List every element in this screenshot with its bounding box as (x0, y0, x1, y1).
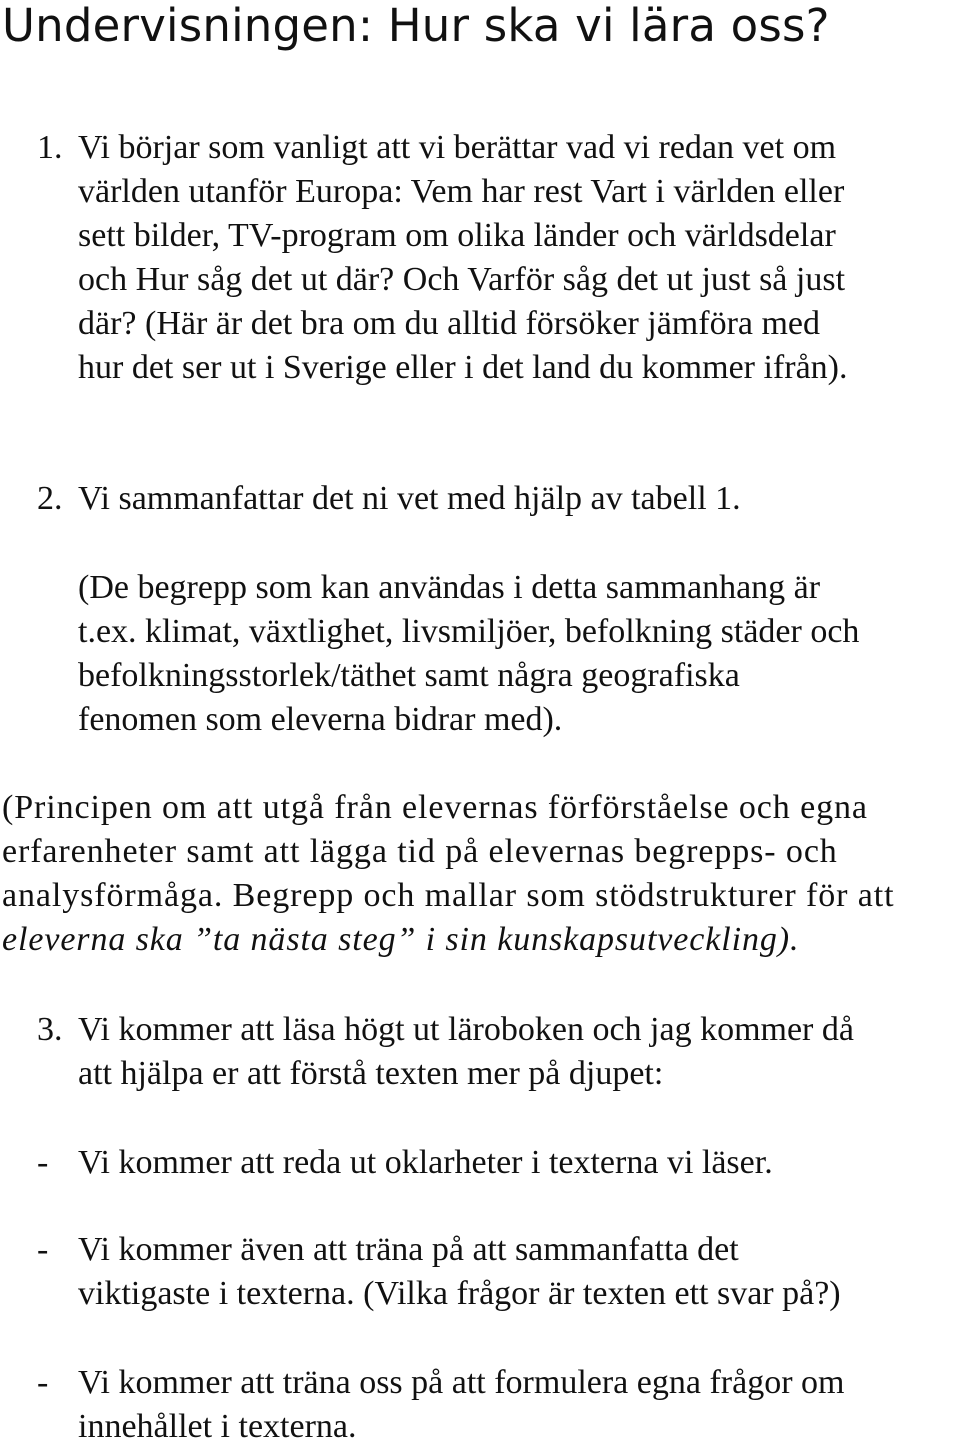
bullet-line: innehållet i texterna. (78, 1408, 357, 1445)
item-3-text (78, 1008, 854, 1096)
bullet-line: Vi kommer att träna oss på att formulera egna frågor om (78, 1364, 845, 1401)
concepts-line: fenomen som eleverna bidrar med). (78, 701, 563, 738)
item-1-line: och Hur såg det ut där? Och Varför såg det ut just så just (78, 261, 846, 298)
item-1-line: sett bilder, TV-program om olika länder och världsdelar (78, 217, 836, 254)
item-1-line: världen utanför Europa: Vem har rest Vart i världen eller (78, 173, 845, 210)
principle-line: erfarenheter samt att lägga tid på elevernas begrepps- och (2, 833, 838, 870)
concepts-line: (De begrepp som kan användas i detta sammanhang är (78, 569, 821, 606)
item-2-text (78, 477, 741, 521)
concepts-paragraph (78, 566, 859, 742)
concepts-line: befolkningsstorlek/täthet samt några geografiska (78, 657, 740, 694)
item-2-number: 2. (37, 480, 63, 517)
bullet-dash: - (37, 1144, 49, 1181)
item-1-line: Vi börjar som vanligt att vi berättar vad vi redan vet om (78, 129, 837, 166)
item-2-line: Vi sammanfattar det ni vet med hjälp av tabell 1. (78, 480, 741, 517)
bullet-item (78, 1141, 773, 1185)
bullet-line: viktigaste i texterna. (Vilka frågor är texten ett svar på?) (78, 1275, 841, 1312)
page-title: Undervisningen: Hur ska vi lära oss? (2, 0, 830, 52)
principle-paragraph (2, 786, 894, 962)
item-1-line: där? (Här är det bra om du alltid försöker jämföra med (78, 305, 821, 342)
principle-line: (Principen om att utgå från elevernas förförståelse och egna (2, 789, 868, 826)
item-1-line: hur det ser ut i Sverige eller i det land du kommer ifrån). (78, 349, 848, 386)
item-3-number: 3. (37, 1011, 63, 1048)
principle-line: analysförmåga. Begrepp och mallar som stödstrukturer för att (2, 877, 895, 914)
bullet-item (78, 1228, 841, 1316)
item-1-text (78, 126, 847, 390)
concepts-line: t.ex. klimat, växtlighet, livsmiljöer, befolkning städer och (78, 613, 860, 650)
bullet-line: Vi kommer även att träna på att sammanfatta det (78, 1231, 739, 1268)
bullet-dash: - (37, 1231, 49, 1268)
principle-italic-line: eleverna ska ”ta nästa steg” i sin kunskapsutveckling). (2, 921, 800, 958)
item-3-line: att hjälpa er att förstå texten mer på djupet: (78, 1055, 664, 1092)
bullet-dash: - (37, 1364, 49, 1401)
item-1-number: 1. (37, 129, 63, 166)
bullet-line: Vi kommer att reda ut oklarheter i texterna vi läser. (78, 1144, 773, 1181)
bullet-item (78, 1361, 844, 1449)
item-3-line: Vi kommer att läsa högt ut läroboken och jag kommer då (78, 1011, 854, 1048)
